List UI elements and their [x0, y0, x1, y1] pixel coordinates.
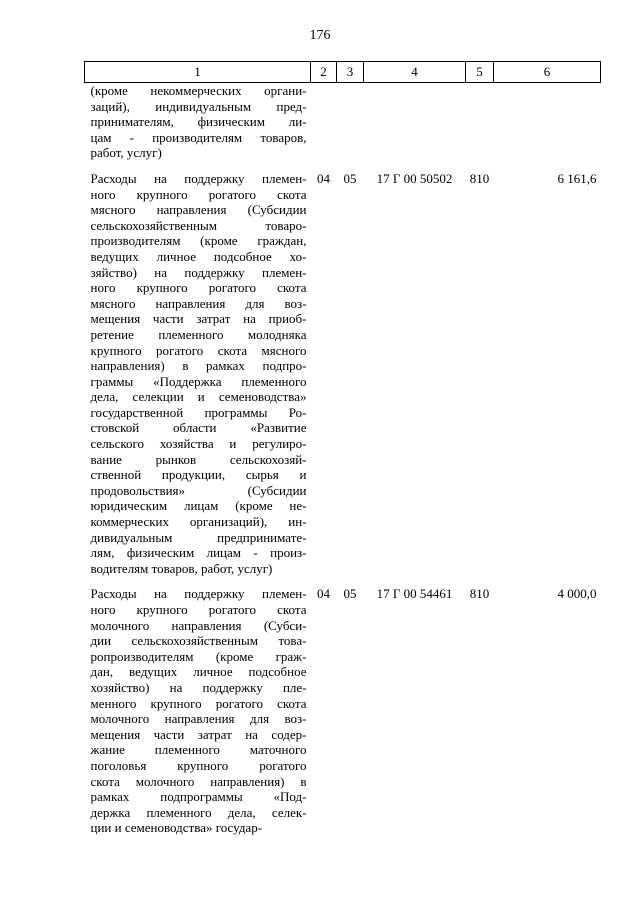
- row-spacer: [85, 576, 601, 586]
- amount: 6 161,6: [557, 170, 597, 186]
- description-line: дела, селекции и семеноводства»: [90, 389, 307, 405]
- description-line: лям, физическим лицам - произ-: [90, 545, 307, 561]
- description-line: принимателям, физическим ли-: [90, 114, 307, 130]
- budget-table: [84, 61, 601, 836]
- description-line: коммерческих организаций), ин-: [90, 514, 307, 530]
- description-line: ведущих личное подсобное хо-: [90, 248, 307, 264]
- description-line: мещения части затрат на приоб-: [90, 311, 307, 327]
- column-header-4: 4: [364, 62, 466, 83]
- description-line: граммы «Поддержка племенного: [90, 373, 307, 389]
- description-line: дан, ведущих личное подсобное: [90, 664, 307, 680]
- description-line: заций), индивидуальным пред-: [90, 98, 307, 114]
- description-line: скота молочного направления) в: [90, 773, 307, 789]
- section-code: 04: [317, 170, 330, 186]
- description-line: производителям (кроме граждан,: [90, 233, 307, 249]
- column-header-6: 6: [494, 62, 601, 83]
- description-line: работ, услуг): [90, 145, 162, 161]
- description-line: сельского хозяйства и регулиро-: [90, 436, 307, 452]
- subsection-code: 05: [343, 170, 357, 186]
- description-line: зяйство) на поддержку племен-: [90, 264, 307, 280]
- description-line: хозяйство) на поддержку пле-: [90, 679, 307, 695]
- description-line: вание рынков сельскохозяй-: [90, 451, 307, 467]
- amount: [494, 83, 601, 161]
- section-code: [311, 83, 337, 161]
- row-spacer: [85, 161, 601, 171]
- table-row: [85, 171, 601, 576]
- description-line: ретение племенного молодняка: [90, 326, 307, 342]
- row-description: [85, 83, 311, 161]
- description-line: ного крупного рогатого скота: [90, 186, 307, 202]
- table-header-row: [85, 62, 601, 83]
- page-number: 176: [309, 28, 331, 43]
- description-line: дивидуальным предпринимате-: [90, 529, 307, 545]
- description-line: молочного направления для воз-: [90, 711, 307, 727]
- column-header-3: 3: [337, 62, 364, 83]
- table-row: [85, 586, 601, 836]
- description-line: мясного направления для воз-: [90, 295, 307, 311]
- description-line: ции и семеноводства» государ-: [90, 820, 263, 836]
- description-line: поголовья крупного рогатого: [90, 757, 307, 773]
- description-line: Расходы на поддержку племен-: [90, 170, 307, 186]
- description-line: ропроизводителям (кроме граж-: [90, 648, 307, 664]
- target-article-code: [364, 83, 466, 161]
- row-description: [85, 586, 311, 836]
- amount: 4 000,0: [557, 586, 597, 602]
- description-line: молочного направления (Субси-: [90, 617, 307, 633]
- description-line: ственной продукции, сырья и: [90, 467, 307, 483]
- description-line: жание племенного маточного: [90, 742, 307, 758]
- description-line: ного крупного рогатого скота: [90, 280, 307, 296]
- description-line: Расходы на поддержку племен-: [90, 586, 307, 602]
- column-header-2: 2: [311, 62, 337, 83]
- description-line: государственной программы Ро-: [90, 404, 307, 420]
- description-line: мясного направления (Субсидии: [90, 202, 307, 218]
- description-line: ного крупного рогатого скота: [90, 602, 307, 617]
- description-line: рамках подпрограммы «Под-: [90, 789, 307, 805]
- description-line: цам - производителям товаров,: [90, 129, 307, 145]
- description-line: сельскохозяйственным товаро-: [90, 217, 307, 233]
- description-line: крупного рогатого скота мясного: [90, 342, 307, 358]
- expense-type-code: 810: [469, 586, 490, 602]
- description-line: водителям товаров, работ, услуг): [90, 560, 273, 576]
- expense-type-code: 810: [469, 170, 490, 186]
- description-line: стовской области «Развитие: [90, 420, 307, 436]
- description-line: (кроме некоммерческих органи-: [90, 83, 307, 98]
- description-line: менного крупного рогатого скота: [90, 695, 307, 711]
- subsection-code: 05: [343, 586, 357, 602]
- description-line: дии сельскохозяйственным това-: [90, 633, 307, 649]
- description-line: держка племенного дела, селек-: [90, 804, 307, 820]
- description-line: юридическим лицам (кроме не-: [90, 498, 307, 514]
- target-article-code: 17 Г 00 54461: [376, 586, 453, 602]
- expense-type-code: [466, 83, 494, 161]
- column-header-5: 5: [466, 62, 494, 83]
- table-row: [85, 83, 601, 161]
- column-header-1: 1: [85, 62, 311, 83]
- description-line: продовольствия» (Субсидии: [90, 482, 307, 498]
- target-article-code: 17 Г 00 50502: [376, 170, 453, 186]
- description-line: мещения части затрат на содер-: [90, 726, 307, 742]
- description-line: направления) в рамках подпро-: [90, 358, 307, 374]
- subsection-code: [337, 83, 364, 161]
- row-description: [85, 171, 311, 576]
- section-code: 04: [317, 586, 330, 602]
